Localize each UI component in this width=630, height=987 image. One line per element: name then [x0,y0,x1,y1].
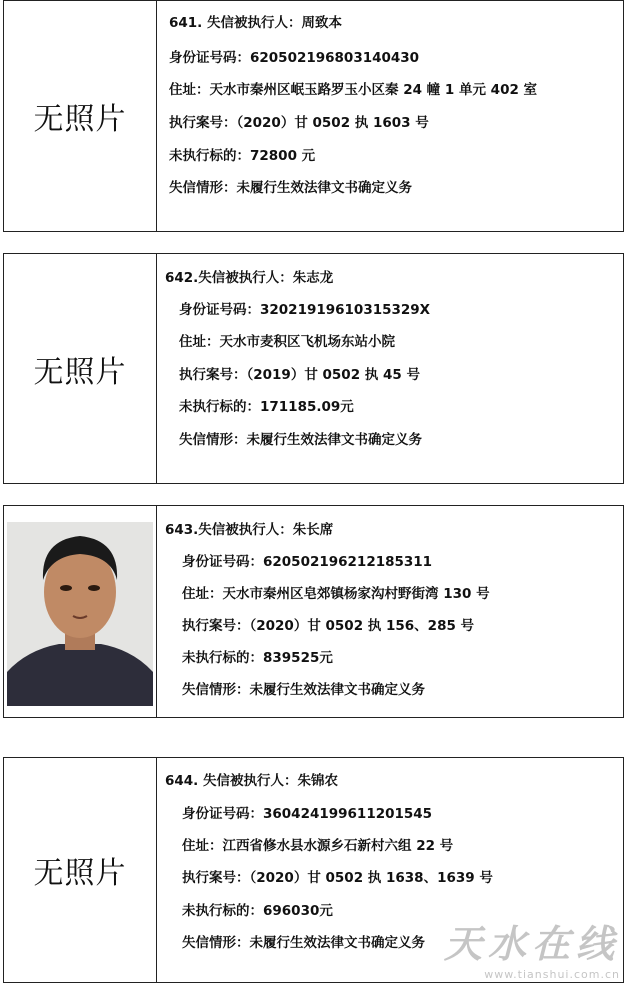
record-card-643 [3,505,624,718]
address: 住址：天水市秦州区岷玉路罗玉小区秦 24 幢 1 单元 402 室 [169,82,538,98]
case-number: 执行案号：（2020）甘 0502 执 1638、1639 号 [182,870,493,886]
id-number: 身份证号码：620502196212185311 [182,554,433,570]
record-title: 643.失信被执行人：朱长席 [165,522,334,538]
watermark-logo: 天水在线 [443,922,620,966]
unexecuted-amount: 未执行标的：72800 元 [169,148,316,164]
photo-placeholder [4,254,157,483]
address: 住址：天水市麦积区飞机场东站小院 [179,334,395,350]
no-photo-label: 无照片 [33,856,127,891]
default-status: 失信情形：未履行生效法律文书确定义务 [179,432,422,448]
record-card-642 [3,253,624,484]
photo-placeholder [4,758,157,982]
photo-frame [4,506,157,717]
no-photo-label: 无照片 [33,102,127,137]
record-title: 641. 失信被执行人：周致本 [169,15,343,31]
record-info [157,506,623,717]
record-title: 642.失信被执行人：朱志龙 [165,270,334,286]
person-portrait [7,522,153,706]
address: 住址：江西省修水县水源乡石新村六组 22 号 [182,838,454,854]
default-status: 失信情形：未履行生效法律文书确定义务 [182,682,425,698]
record-title: 644. 失信被执行人：朱锦农 [165,773,339,789]
record-info [157,1,623,231]
default-status: 失信情形：未履行生效法律文书确定义务 [182,935,425,951]
site-watermark [444,913,620,981]
case-number: 执行案号：（2019）甘 0502 执 45 号 [179,367,420,383]
watermark-url: www.tianshui.com.cn [484,968,620,981]
unexecuted-amount: 未执行标的：171185.09元 [179,399,354,415]
default-status: 失信情形：未履行生效法律文书确定义务 [169,180,412,196]
unexecuted-amount: 未执行标的：839525元 [182,650,333,666]
id-number: 身份证号码：360424199611201545 [182,806,433,822]
record-info [157,254,623,483]
record-card-641 [3,0,624,232]
id-number: 身份证号码：620502196803140430 [169,50,420,66]
photo-placeholder [4,1,157,231]
id-number: 身份证号码：32021919610315329X [179,302,431,318]
address: 住址：天水市秦州区皂郊镇杨家沟村野街湾 130 号 [182,586,490,602]
case-number: 执行案号：（2020）甘 0502 执 1603 号 [169,115,429,131]
portrait-illustration [7,522,153,706]
case-number: 执行案号：（2020）甘 0502 执 156、285 号 [182,618,475,634]
no-photo-label: 无照片 [33,354,127,390]
unexecuted-amount: 未执行标的：696030元 [182,903,333,919]
